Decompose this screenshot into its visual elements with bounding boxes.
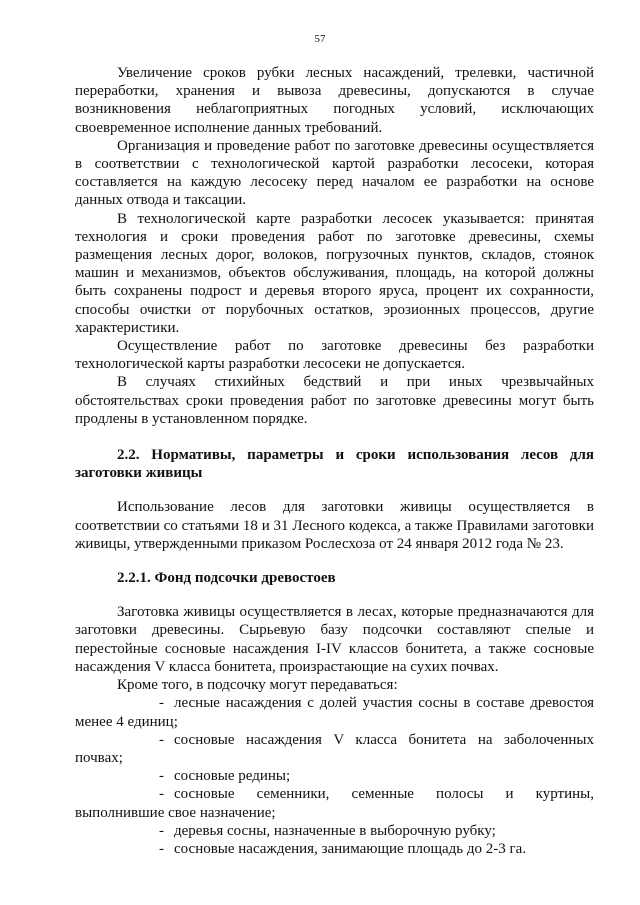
spacer (75, 482, 594, 498)
spacer (75, 428, 594, 446)
paragraph: В технологической карте разработки лесосек указывается: принятая технология и сроки проведения работ по заготовке древесины, схемы размещения лесных дорог, волоков, погрузочных пунктов, складов, стоянок машин и механизмов, объектов обслуживания, площадь, на которой должны быть сохранены подрост и деревья второго яруса, процент их сохранности, способы очистки от порубочных остатков, эрозионных процессов, другие характеристики. (75, 210, 594, 336)
list-item (75, 840, 594, 858)
paragraph: Увеличение сроков рубки лесных насаждений, трелевки, частичной переработки, хранения и вывоза древесины, допускаются в случае возникновения неблагоприятных погодных условий, исключающих своевременное исполнение данных требований. (75, 65, 594, 136)
paragraph: Организация и проведение работ по заготовке древесины осуществляется в соответствии с технологической картой разработки лесосеки, которая составляется на каждую лесосеку перед началом ее разработки на основе данных отвода и таксации. (75, 137, 594, 209)
section-heading-2-2-1: 2.2.1. Фонд подсочки древостоев (117, 570, 336, 587)
list-item-text: сосновые семенники, семенные полосы и куртины, выполнившие свое назначение; (75, 786, 594, 821)
list-marker: - (159, 768, 164, 785)
page-number: 57 (314, 33, 326, 45)
list-item-text: деревья сосны, назначенные в выборочную рубку; (174, 822, 496, 839)
list-item-text: сосновые насаждения, занимающие площадь до 2-3 га. (174, 840, 527, 857)
list-item-text: сосновые насаждения V класса бонитета на заболоченных почвах; (75, 731, 594, 766)
list-item-text: лесные насаждения с долей участия сосны в составе древостоя менее 4 единиц; (75, 695, 594, 730)
list-marker: - (159, 840, 164, 857)
paragraph: В случаях стихийных бедствий и при иных чрезвычайных обстоятельствах сроки проведения работ по заготовке древесины могут быть продлены в установленном порядке. (75, 374, 594, 427)
list-item (75, 767, 594, 785)
bullet-list (75, 694, 594, 858)
list-marker: - (159, 822, 164, 839)
paragraph: Кроме того, в подсочку могут передаваться: (117, 677, 398, 694)
list-marker: - (159, 786, 164, 803)
section-heading-2-2: 2.2. Нормативы, параметры и сроки использования лесов для заготовки живицы (75, 447, 594, 482)
spacer (75, 587, 594, 603)
list-item (75, 731, 594, 767)
list-item-text: сосновые редины; (174, 768, 291, 785)
spacer (75, 553, 594, 569)
list-marker: - (159, 731, 164, 748)
list-item (75, 694, 594, 730)
paragraph: Осуществление работ по заготовке древесины без разработки технологической карты разработки лесосеки не допускается. (75, 338, 594, 373)
list-item (75, 822, 594, 840)
list-marker: - (159, 695, 164, 712)
paragraph: Заготовка живицы осуществляется в лесах, которые предназначаются для заготовки древесины. Сырьевую базу подсочки составляют спелые и перестойные сосновые насаждения I-IV классов бонитета, а также сосновые насаждения V класса бонитета, произрастающие на сухих почвах. (75, 604, 594, 675)
page-content (75, 64, 594, 858)
paragraph: Использование лесов для заготовки живицы осуществляется в соответствии со статьями 18 и 31 Лесного кодекса, а также Правилами заготовки живицы, утвержденными приказом Рослесхоза от 24 января 2012 года № 23. (75, 499, 594, 552)
list-item (75, 785, 594, 821)
